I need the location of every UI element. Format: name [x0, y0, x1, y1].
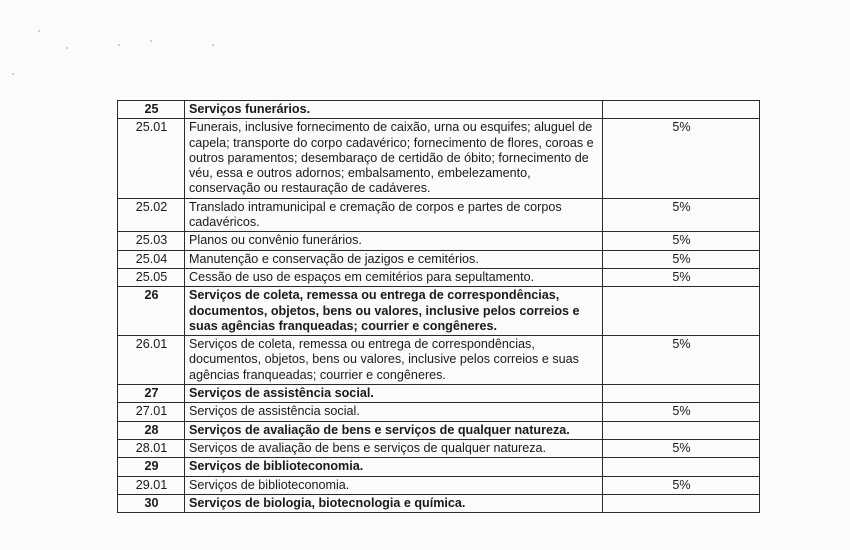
tax-rate: 5%: [603, 476, 760, 494]
service-description: Serviços de assistência social.: [185, 385, 603, 403]
table-row: [118, 439, 760, 457]
table-row: [118, 403, 760, 421]
service-description: Serviços de coleta, remessa ou entrega de correspondências, documentos, objetos, bens ou valores, inclusive pelos correios e suas agências franqueadas; courrier e congêneres.: [185, 287, 603, 336]
service-code: 29: [118, 458, 185, 476]
tax-rate: 5%: [603, 119, 760, 198]
service-description: Serviços de biblioteconomia.: [185, 476, 603, 494]
tax-rate: [603, 421, 760, 439]
table-body: [118, 101, 760, 513]
table-row: [118, 119, 760, 198]
tax-rate: 5%: [603, 198, 760, 232]
service-code: 26: [118, 287, 185, 336]
service-tax-table: [117, 100, 760, 513]
tax-rate: 5%: [603, 268, 760, 286]
service-description: Serviços de avaliação de bens e serviços de qualquer natureza.: [185, 439, 603, 457]
service-description: Serviços funerários.: [185, 101, 603, 119]
tax-rate: [603, 385, 760, 403]
tax-rate: 5%: [603, 336, 760, 385]
service-description: Serviços de biologia, biotecnologia e química.: [185, 494, 603, 512]
service-code: 25: [118, 101, 185, 119]
table-row: [118, 385, 760, 403]
service-code: 25.04: [118, 250, 185, 268]
table-row: [118, 336, 760, 385]
service-code: 25.05: [118, 268, 185, 286]
table-row: [118, 101, 760, 119]
service-code: 28.01: [118, 439, 185, 457]
service-description: Serviços de avaliação de bens e serviços de qualquer natureza.: [185, 421, 603, 439]
service-code: 26.01: [118, 336, 185, 385]
tax-rate: [603, 101, 760, 119]
service-code: 25.03: [118, 232, 185, 250]
table-row: [118, 268, 760, 286]
service-description: Funerais, inclusive fornecimento de caixão, urna ou esquifes; aluguel de capela; transporte do corpo cadavérico; fornecimento de flores, coroas e outros paramentos; desembaraço de certidão de óbito; fornecimento de véu, essa e outros adornos; embalsamento, embelezamento, conservação ou restauração de cadáveres.: [185, 119, 603, 198]
service-code: 27.01: [118, 403, 185, 421]
tax-rate: 5%: [603, 439, 760, 457]
table-row: [118, 421, 760, 439]
service-description: Manutenção e conservação de jazigos e cemitérios.: [185, 250, 603, 268]
service-code: 28: [118, 421, 185, 439]
tax-rate: [603, 458, 760, 476]
table-row: [118, 287, 760, 336]
table-row: [118, 250, 760, 268]
tax-rate: 5%: [603, 250, 760, 268]
table-row: [118, 232, 760, 250]
tax-rate: [603, 494, 760, 512]
service-description: Translado intramunicipal e cremação de corpos e partes de corpos cadavéricos.: [185, 198, 603, 232]
service-code: 30: [118, 494, 185, 512]
service-description: Serviços de biblioteconomia.: [185, 458, 603, 476]
table-row: [118, 476, 760, 494]
service-description: Serviços de assistência social.: [185, 403, 603, 421]
service-code: 25.01: [118, 119, 185, 198]
service-code: 29.01: [118, 476, 185, 494]
tax-rate: 5%: [603, 232, 760, 250]
service-code: 25.02: [118, 198, 185, 232]
tax-rate: 5%: [603, 403, 760, 421]
service-description: Planos ou convênio funerários.: [185, 232, 603, 250]
tax-rate: [603, 287, 760, 336]
service-description: Serviços de coleta, remessa ou entrega de correspondências, documentos, objetos, bens ou valores, inclusive pelos correios e suas agências franqueadas; courrier e congêneres.: [185, 336, 603, 385]
table-row: [118, 458, 760, 476]
table-row: [118, 494, 760, 512]
service-description: Cessão de uso de espaços em cemitérios para sepultamento.: [185, 268, 603, 286]
table-row: [118, 198, 760, 232]
service-code: 27: [118, 385, 185, 403]
